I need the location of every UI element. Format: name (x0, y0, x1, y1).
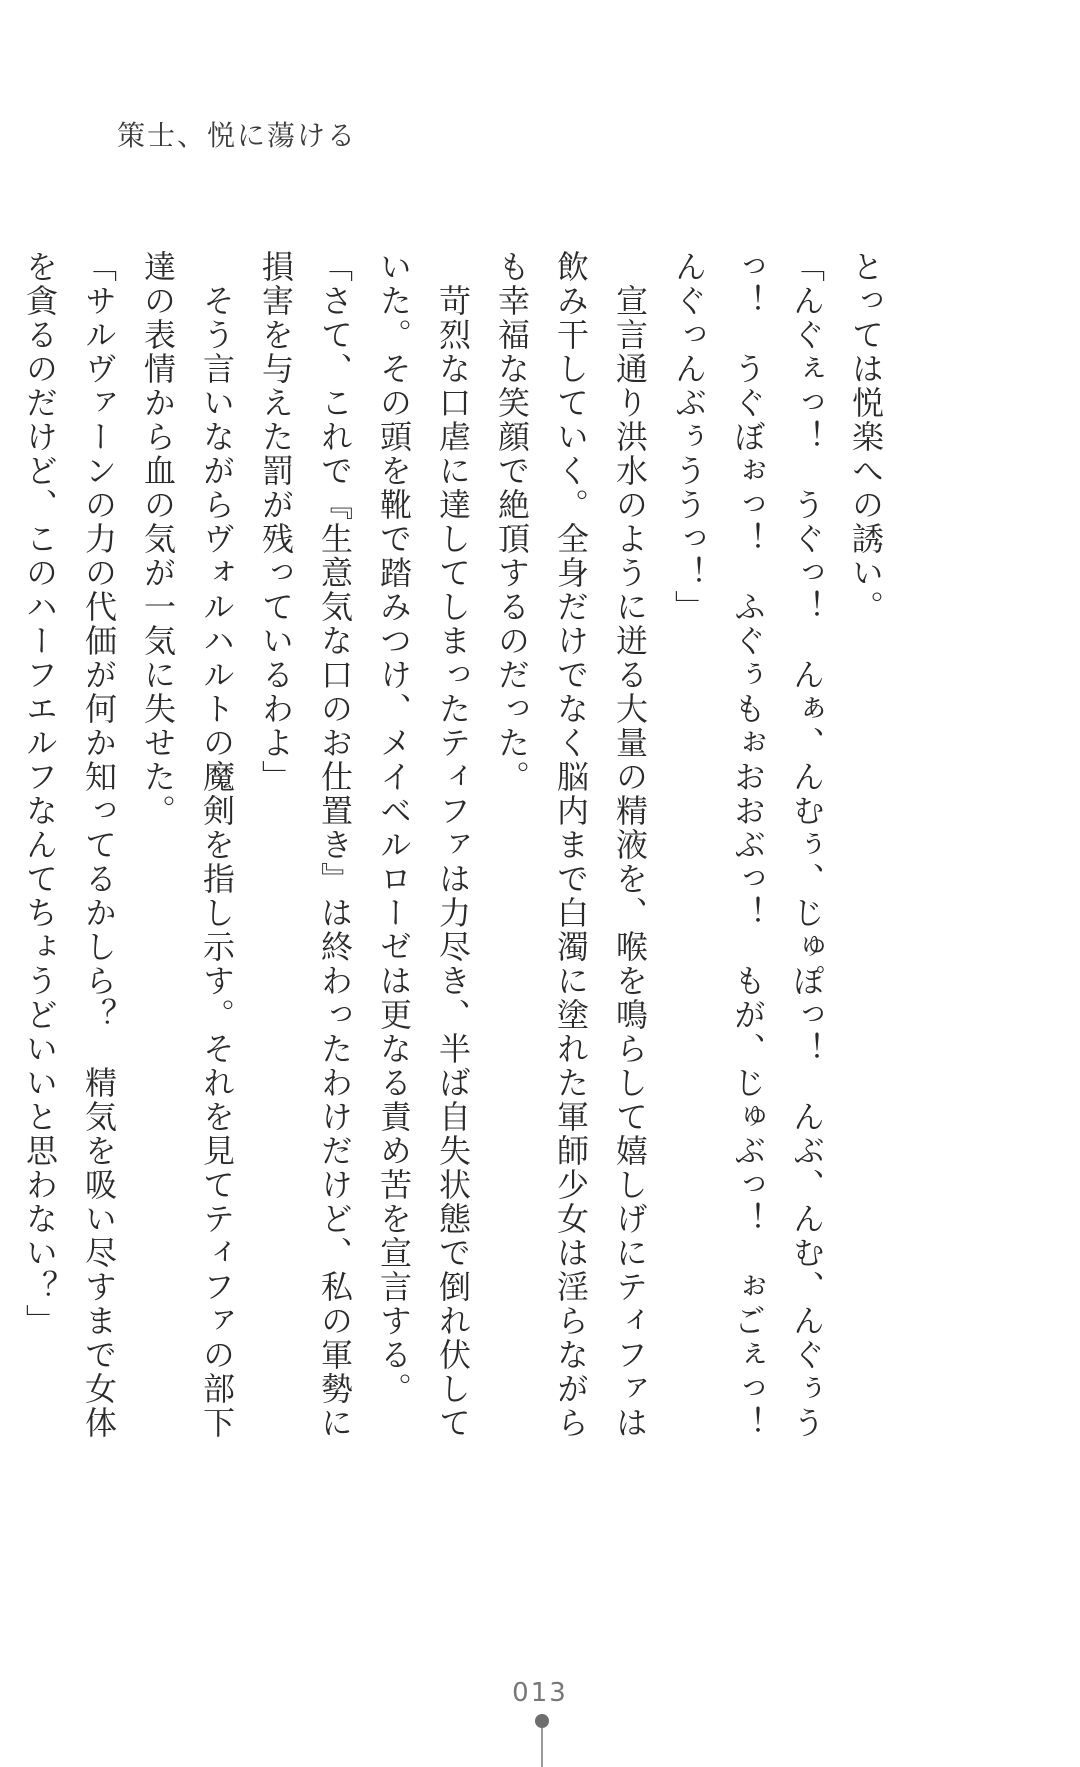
page-marker-line (541, 1728, 543, 1767)
paragraph: 苛烈な口虐に達してしまったティファは力尽き、半ば自失状態で倒れ伏していた。その頭を靴で踏みつけ、メイベルローゼは更なる責め苦を宣言する。 (375, 250, 472, 1440)
paragraph: そう言いながらヴォルハルトの魔剣を指し示す。それを見てティファの部下達の表情から血の気が一気に失せた。 (139, 250, 236, 1440)
running-head: 策士、悦に蕩ける (117, 119, 358, 152)
page-number: 013 (512, 1678, 568, 1708)
paragraph: 「んぐぇっ！ うぐっ！ んぁ、んむぅ、じゅぽっ！ んぶ、んむ、んぐぅうっ！ うぐぼぉっ！ ふぐぅもぉおおぶっ！ もが、じゅぶっ！ ぉごぇっ！ んぐっんぶぅううっ！」 (670, 250, 826, 1474)
paragraph: 「さて、これで『生意気な口のお仕置き』は終わったわけだけど、私の軍勢に損害を与えた罰が残っているわよ」 (257, 250, 354, 1440)
paragraph (0, 250, 10, 1440)
page-marker-dot (535, 1714, 549, 1728)
paragraph: 宣言通り洪水のように迸る大量の精液を、喉を鳴らして嬉しげにティファは飲み干していく。全身だけでなく脳内まで白濁に塗れた軍師少女は淫らながらも幸福な笑顔で絶頂するのだった。 (493, 250, 649, 1440)
paragraph: 「サルヴァーンの力の代価が何か知ってるかしら？ 精気を吸い尽すまで女体を貪るのだけど、このハーフエルフなんてちょうどいいと思わない？」 (21, 250, 118, 1440)
paragraph: とっては悦楽への誘い。 (847, 250, 885, 624)
body-text (21, 250, 895, 1474)
